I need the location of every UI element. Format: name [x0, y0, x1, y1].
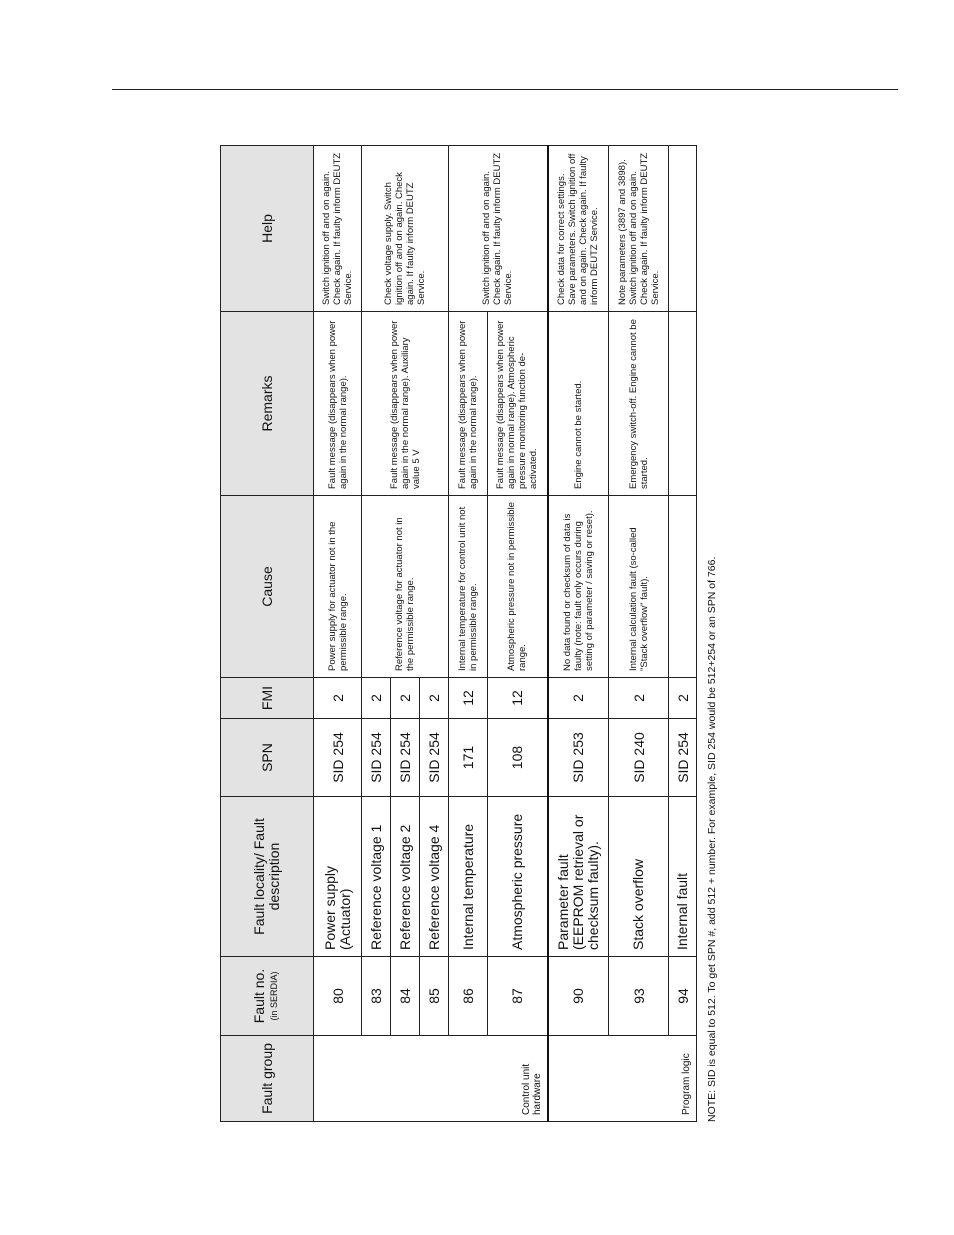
fmi: 2 — [669, 678, 697, 719]
remarks: Fault message (disappears when power again in the normal range). — [314, 312, 362, 496]
fmi: 2 — [314, 678, 362, 719]
fault-no: 85 — [420, 957, 449, 1036]
help — [669, 146, 697, 312]
remarks: Engine cannot be started. — [548, 312, 609, 496]
fmi: 2 — [391, 678, 420, 719]
cause: Internal calculation fault (so-called "Stack overflow" fault). — [609, 496, 669, 678]
header-no — [221, 957, 314, 1036]
fmi: 12 — [449, 678, 488, 719]
cause: Internal temperature for control unit not in permissible range. — [449, 496, 488, 678]
spn: 108 — [488, 719, 548, 797]
cause: Power supply for actuator not in the permissible range. — [314, 496, 362, 678]
header-rule — [112, 89, 898, 90]
spn: SID 253 — [548, 719, 609, 797]
table-row — [609, 146, 669, 1122]
spn: SID 254 — [314, 719, 362, 797]
fault-desc: Internal fault — [669, 797, 697, 957]
fault-no: 80 — [314, 957, 362, 1036]
footnote: NOTE: SID is equal to 512. To get SPN #, add 512 + number. For example, SID 254 would be 512+254 or an SPN of 766. — [706, 556, 718, 1122]
fault-no: 86 — [449, 957, 488, 1036]
cause: Atmospheric pressure not in permissible range. — [488, 496, 548, 678]
fault-table-rotated — [220, 152, 694, 1122]
fault-desc: Reference voltage 4 — [420, 797, 449, 957]
table-row — [449, 146, 488, 1122]
header-remarks: Remarks — [221, 312, 314, 496]
remarks — [669, 312, 697, 496]
fault-no: 84 — [391, 957, 420, 1036]
spn: SID 254 — [420, 719, 449, 797]
fault-no: 93 — [609, 957, 669, 1036]
header-row — [221, 146, 314, 1122]
cause: Reference voltage for actuator not in the permissible range. — [362, 496, 449, 678]
help: Note parameters (3897 and 3898). Switch ignition off and on again. Check again. If faulty inform DEUTZ Service. — [609, 146, 669, 312]
remarks: Emergency switch-off. Engine cannot be started. — [609, 312, 669, 496]
header-cause: Cause — [221, 496, 314, 678]
header-fmi: FMI — [221, 678, 314, 719]
fault-desc: Reference voltage 1 — [362, 797, 391, 957]
fmi: 2 — [548, 678, 609, 719]
spn: 171 — [449, 719, 488, 797]
fault-no: 83 — [362, 957, 391, 1036]
remarks: Fault message (disappears when power again in the normal range). — [449, 312, 488, 496]
group-program: Program logic — [548, 1036, 697, 1122]
header-spn: SPN — [221, 719, 314, 797]
header-no-label: Fault no. — [251, 968, 267, 1024]
header-help: Help — [221, 146, 314, 312]
header-group: Fault group — [221, 1036, 314, 1122]
fmi: 2 — [362, 678, 391, 719]
fault-desc: Power supply (Actuator) — [314, 797, 362, 957]
table-row — [669, 146, 697, 1122]
fault-no: 94 — [669, 957, 697, 1036]
cause — [669, 496, 697, 678]
fault-desc: Reference voltage 2 — [391, 797, 420, 957]
fault-no: 87 — [488, 957, 548, 1036]
fault-table — [220, 145, 697, 1122]
header-no-sub: (in SERDIA) — [269, 971, 279, 1021]
spn: SID 254 — [669, 719, 697, 797]
remarks: Fault message (disappears when power again in normal range). Atmospheric pressure monitoring function de-activated. — [488, 312, 548, 496]
header-desc: Fault locality/ Fault description — [221, 797, 314, 957]
fault-desc: Stack overflow — [609, 797, 669, 957]
fault-desc: Atmospheric pressure — [488, 797, 548, 957]
table-row — [314, 146, 362, 1122]
fault-no: 90 — [548, 957, 609, 1036]
cause: No data found or checksum of data is faulty (note: fault only occurs during setting of parameter / saving or reset). — [548, 496, 609, 678]
help: Switch ignition off and on again. Check again. If faulty inform DEUTZ Service. — [449, 146, 548, 312]
spn: SID 240 — [609, 719, 669, 797]
fault-desc: Internal temperature — [449, 797, 488, 957]
table-row — [548, 146, 609, 1122]
fmi: 2 — [609, 678, 669, 719]
spn: SID 254 — [362, 719, 391, 797]
fmi: 2 — [420, 678, 449, 719]
fmi: 12 — [488, 678, 548, 719]
fault-desc: Parameter fault (EEPROM retrieval or checksum faulty). — [548, 797, 609, 957]
group-hardware: Control unit hardware — [314, 1036, 548, 1122]
help: Check voltage supply. Switch ignition off and on again. Check again. If faulty inform DEUTZ Service. — [362, 146, 449, 312]
remarks: Fault message (disappears when power again in the normal range). Auxiliary value 5 V — [362, 312, 449, 496]
help: Check data for correct settings. Save parameters. Switch ignition off and on again. Check again. If faulty inform DEUTZ Service. — [548, 146, 609, 312]
table-row — [362, 146, 391, 1122]
spn: SID 254 — [391, 719, 420, 797]
help: Switch ignition off and on again. Check again. If faulty inform DEUTZ Service. — [314, 146, 362, 312]
